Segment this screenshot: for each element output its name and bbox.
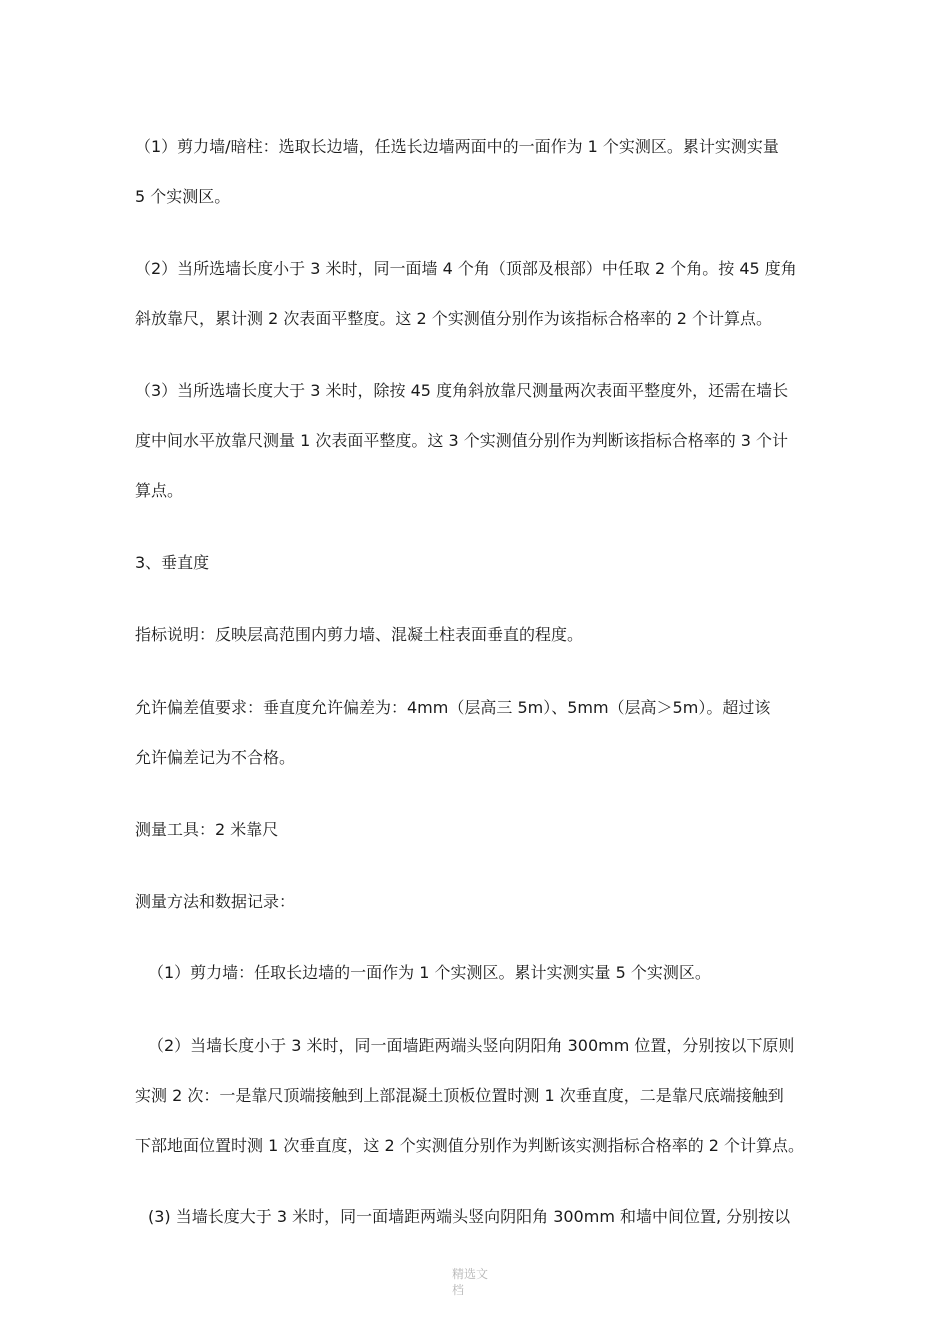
text-line: （3）当所选墙长度大于 3 米时，除按 45 度角斜放靠尺测量两次表面平整度外，还需在墙长 xyxy=(135,381,789,400)
text-line: 度中间水平放靠尺测量 1 次表面平整度。这 3 个实测值分别作为判断该指标合格率的 3 个计 xyxy=(135,431,789,450)
text-line: （1）剪力墙/暗柱：选取长边墙，任选长边墙两面中的一面作为 1 个实测区。累计实测实量 xyxy=(135,137,779,156)
paragraph-wall-under-3m xyxy=(135,244,825,344)
paragraph-tolerance-requirement xyxy=(135,683,825,783)
paragraph-wall-over-3m xyxy=(135,366,825,516)
text-line: 允许偏差记为不合格。 xyxy=(135,748,296,767)
text-line: （2）当墙长度小于 3 米时，同一面墙距两端头竖向阴阳角 300mm 位置，分别按以下原则 xyxy=(148,1036,795,1055)
paragraph-wall-over-3m-vertical xyxy=(148,1192,838,1242)
text-line: (3) 当墙长度大于 3 米时，同一面墙距两端头竖向阴阳角 300mm 和墙中间位置, 分别按以 xyxy=(148,1207,791,1226)
text-line: 算点。 xyxy=(135,481,184,500)
text-line: 3、垂直度 xyxy=(135,553,210,572)
text-line: （1）剪力墙：任取长边墙的一面作为 1 个实测区。累计实测实量 5 个实测区。 xyxy=(148,963,711,982)
footer-line: 精选文 xyxy=(452,1267,489,1281)
section-heading-verticality xyxy=(135,538,825,588)
text-line: 5 个实测区。 xyxy=(135,187,231,206)
paragraph-measuring-tool xyxy=(135,805,825,855)
text-line: （2）当所选墙长度小于 3 米时，同一面墙 4 个角（顶部及根部）中任取 2 个角。按 45 度角 xyxy=(135,259,797,278)
paragraph-wall-under-3m-vertical xyxy=(135,1021,825,1171)
text-line: 测量工具：2 米靠尺 xyxy=(135,820,279,839)
paragraph-shear-wall-area xyxy=(148,948,838,998)
text-line: 指标说明：反映层高范围内剪力墙、混凝土柱表面垂直的程度。 xyxy=(135,625,584,644)
text-line: 下部地面位置时测 1 次垂直度，这 2 个实测值分别作为判断该实测指标合格率的 2 个计算点。 xyxy=(135,1136,805,1155)
text-line: 斜放靠尺，累计测 2 次表面平整度。这 2 个实测值分别作为该指标合格率的 2 个计算点。 xyxy=(135,309,773,328)
paragraph-method-heading xyxy=(135,877,825,927)
paragraph-indicator-description xyxy=(135,610,825,660)
page-footer-watermark xyxy=(452,1266,512,1298)
footer-line: 档 xyxy=(452,1283,465,1297)
text-line: 允许偏差值要求：垂直度允许偏差为：4mm（层高三 5m）、5mm（层高＞5m）。超过该 xyxy=(135,698,771,717)
paragraph-shear-wall-selection xyxy=(135,122,825,222)
text-line: 测量方法和数据记录： xyxy=(135,892,296,911)
text-line: 实测 2 次：一是靠尺顶端接触到上部混凝土顶板位置时测 1 次垂直度，二是靠尺底端接触到 xyxy=(135,1086,784,1105)
